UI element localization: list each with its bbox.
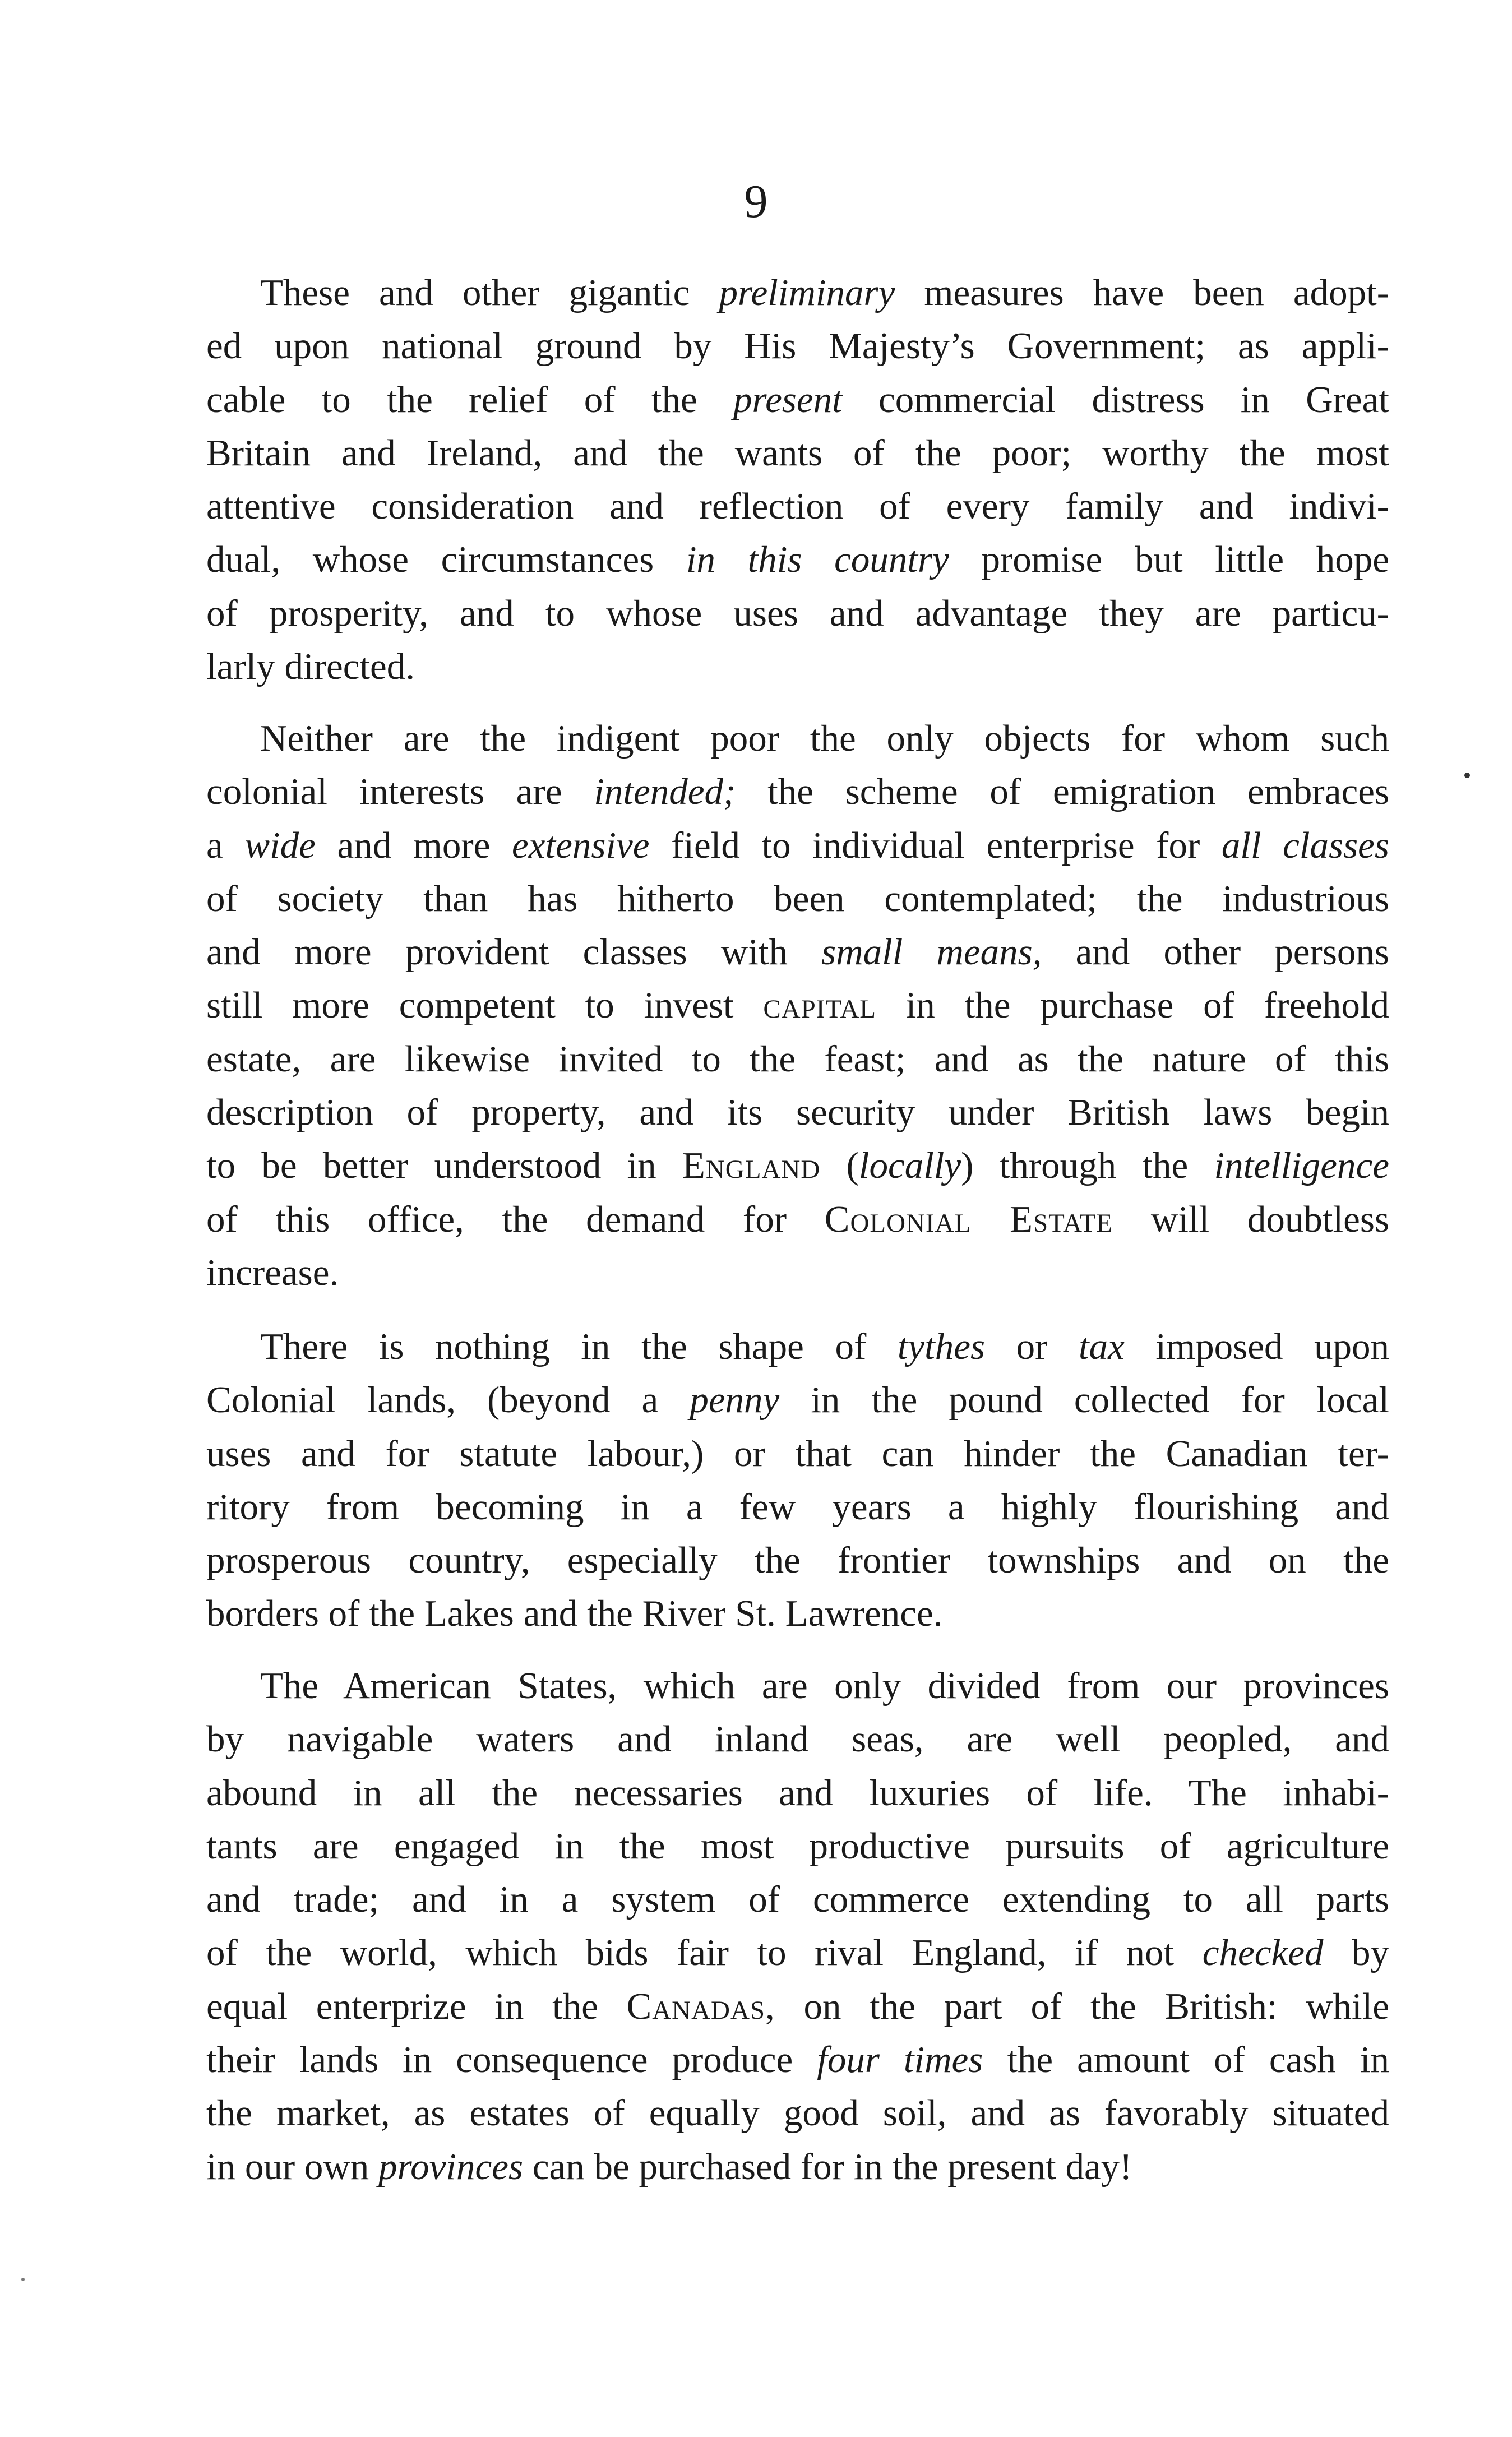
text-line: [206, 1246, 1389, 1300]
text-line: [206, 320, 1389, 373]
text-line: [206, 1481, 1389, 1534]
paragraph-4: [206, 1659, 1389, 2194]
paragraph-3: [206, 1320, 1389, 1641]
text-run: the amount of cash in: [983, 2039, 1390, 2081]
text-line: [206, 2033, 1389, 2087]
italic-run: tythes: [897, 1326, 986, 1367]
text-run: colonial interests are: [206, 771, 594, 813]
italic-run: intended;: [594, 771, 736, 813]
text-run: ) through the: [961, 1145, 1214, 1187]
italic-run: checked: [1202, 1932, 1324, 1974]
text-run: tants are engaged in the most productive pursuits of agriculture: [206, 1825, 1389, 1867]
text-run: still more competent to invest: [206, 984, 764, 1026]
text-run: in our own: [206, 2145, 379, 2188]
text-line: [206, 1427, 1389, 1481]
text-line: [206, 926, 1389, 979]
small-caps-run: Colonial Estate: [824, 1198, 1113, 1240]
italic-run: tax: [1079, 1326, 1125, 1367]
text-run: borders of the Lakes and the River St. Lawrence.: [206, 1593, 943, 1635]
text-line: [206, 712, 1389, 765]
text-run: or: [985, 1326, 1079, 1367]
paragraph-1: [206, 266, 1389, 693]
italic-run: four times: [817, 2039, 983, 2081]
text-line: [206, 1033, 1389, 1086]
text-run: equal enterprize in the: [206, 1985, 627, 2027]
text-run: on the part of the British: while: [775, 1985, 1389, 2027]
text-line: [206, 1659, 1389, 1713]
stray-mark-right: [1464, 773, 1470, 778]
text-run: in the pound collected for local: [779, 1379, 1390, 1421]
text-line: [206, 872, 1389, 926]
small-caps-run: England: [682, 1145, 821, 1187]
small-caps-run: Canadas,: [626, 1985, 775, 2027]
text-run: uses and for statute labour,) or that can hinder the Canadian ter-: [206, 1432, 1389, 1474]
text-line: [206, 640, 1389, 693]
text-run: by: [1323, 1932, 1390, 1974]
text-line: [206, 1193, 1389, 1246]
text-line: [206, 1534, 1389, 1587]
text-line: [206, 765, 1389, 819]
text-run: of prosperity, and to whose uses and advantage they are particu-: [206, 592, 1389, 634]
italic-run: in this country: [686, 539, 949, 581]
italic-run: preliminary: [719, 272, 895, 313]
text-run: to be better understood in: [206, 1145, 682, 1187]
text-run: and other persons: [1042, 931, 1389, 973]
italic-run: provinces: [378, 2145, 524, 2188]
text-run: the scheme of emigration embraces: [736, 771, 1390, 813]
text-run: Colonial lands, (beyond a: [206, 1379, 690, 1421]
text-run: of the world, which bids fair to rival England, if not: [206, 1932, 1203, 1974]
text-run: description of property, and its security under British laws begin: [206, 1092, 1389, 1134]
italic-run: penny: [690, 1379, 780, 1421]
text-run: There is nothing in the shape of: [260, 1326, 898, 1367]
text-run: dual, whose circumstances: [206, 539, 686, 581]
text-run: These and other gigantic: [260, 272, 719, 313]
text-run: ritory from becoming in a few years a highly flourishing and: [206, 1486, 1389, 1528]
italic-run: locally: [858, 1145, 961, 1187]
text-run: larly directed.: [206, 646, 415, 688]
text-run: a: [206, 824, 245, 866]
text-line: [206, 2087, 1389, 2140]
text-line: [206, 819, 1389, 872]
small-caps-run: capital: [763, 984, 876, 1026]
text-run: the market, as estates of equally good soil, and as favorably situated: [206, 2092, 1389, 2134]
text-line: [206, 1926, 1389, 1980]
text-run: Neither are the indigent poor the only objects for whom such: [260, 718, 1389, 759]
italic-run: all classes: [1221, 824, 1389, 866]
text-run: can be purchased for in the present day!: [523, 2145, 1132, 2188]
text-run: abound in all the necessaries and luxuries of life. The inhabi-: [206, 1772, 1389, 1814]
text-run: in the purchase of freehold: [876, 984, 1389, 1026]
text-line: [206, 1320, 1389, 1374]
text-run: promise but little hope: [949, 539, 1389, 581]
text-line: [206, 979, 1389, 1032]
text-line: [206, 1767, 1389, 1820]
text-run: prosperous country, especially the frontier townships and on the: [206, 1539, 1389, 1581]
italic-run: present: [733, 378, 843, 420]
text-run: field to individual enterprise for: [649, 824, 1222, 866]
text-run: estate, are likewise invited to the feast; and as the nature of this: [206, 1038, 1389, 1080]
text-run: attentive consideration and reflection of every family and indivi-: [206, 485, 1389, 528]
text-run: and trade; and in a system of commerce extending to all parts: [206, 1879, 1389, 1921]
paragraph-2: [206, 712, 1389, 1300]
text-run: their lands in consequence produce: [206, 2039, 817, 2081]
text-run: by navigable waters and inland seas, are well peopled, and: [206, 1718, 1389, 1760]
text-run: measures have been adopt-: [895, 272, 1390, 313]
italic-run: intelligence: [1214, 1145, 1390, 1187]
italic-run: small means,: [821, 931, 1042, 973]
text-run: of this office, the demand for: [206, 1198, 825, 1240]
page-number: 9: [744, 175, 768, 228]
text-line: [206, 1139, 1389, 1192]
text-run: commercial distress in Great: [842, 378, 1389, 420]
text-line: [206, 2140, 1389, 2194]
text-line: [206, 1980, 1389, 2033]
text-line: [206, 1820, 1389, 1873]
stray-mark-left: [21, 2278, 25, 2281]
italic-run: wide: [244, 824, 316, 866]
text-line: [206, 1873, 1389, 1926]
text-run: ed upon national ground by His Majesty’s Government; as appli-: [206, 325, 1389, 367]
text-run: increase.: [206, 1251, 339, 1293]
text-run: (: [820, 1145, 859, 1187]
text-line: [206, 480, 1389, 533]
text-line: [206, 1713, 1389, 1766]
text-line: [206, 1374, 1389, 1427]
text-run: Britain and Ireland, and the wants of the poor; worthy the most: [206, 432, 1389, 474]
text-run: will doubtless: [1113, 1198, 1389, 1240]
text-line: [206, 533, 1389, 586]
italic-run: extensive: [512, 824, 650, 866]
text-run: of society than has hitherto been contemplated; the industrious: [206, 877, 1389, 919]
text-line: [206, 1587, 1389, 1640]
text-line: [206, 427, 1389, 480]
text-run: and more: [315, 824, 512, 866]
text-run: imposed upon: [1124, 1326, 1390, 1367]
text-line: [206, 1086, 1389, 1139]
text-run: and more provident classes with: [206, 931, 822, 973]
text-line: [206, 266, 1389, 320]
text-line: [206, 373, 1389, 427]
text-run: cable to the relief of the: [206, 378, 733, 420]
text-run: The American States, which are only divided from our provinces: [260, 1665, 1389, 1707]
text-line: [206, 587, 1389, 640]
